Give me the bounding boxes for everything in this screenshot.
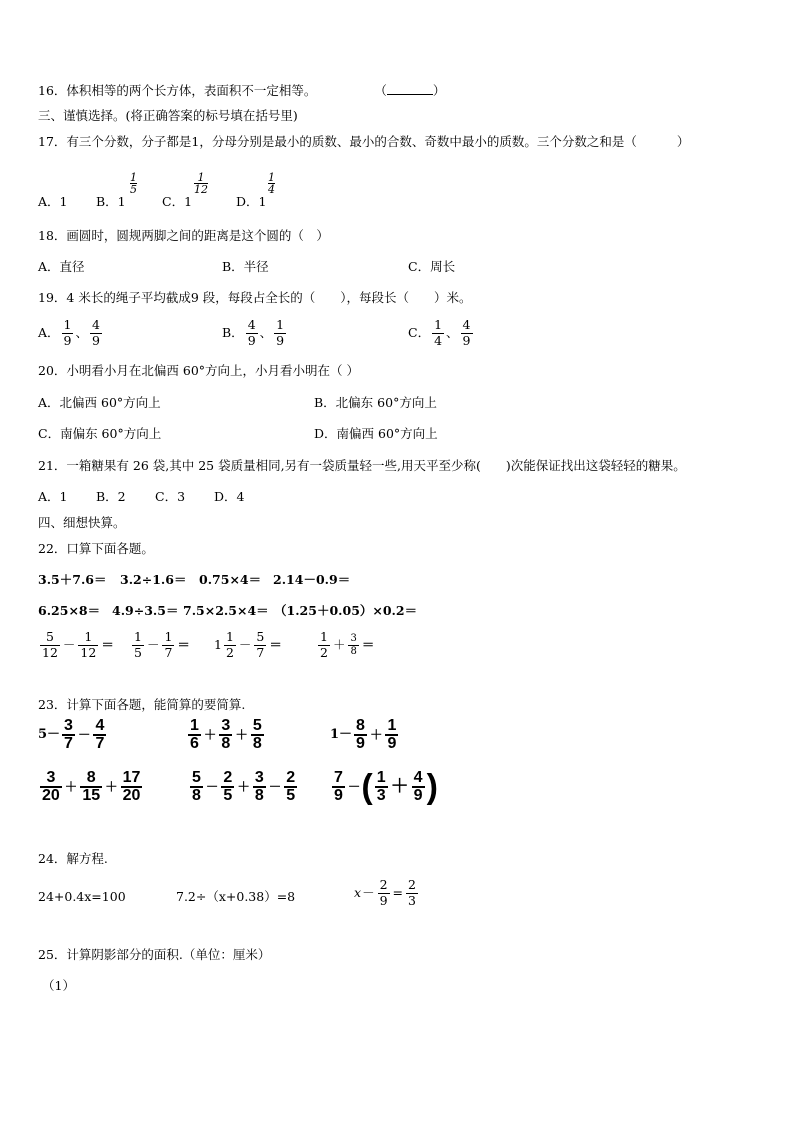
q18-option-b[interactable]: B．半径 — [222, 259, 269, 274]
fraction: $\frac{4}{9}$ — [247, 317, 256, 348]
q21-option-d[interactable]: D．4 — [214, 489, 245, 504]
q22-frac-expr-1: $\frac{5}{12}$ － $\frac{1}{12}$ ＝ — [42, 629, 114, 660]
q18-option-a[interactable]: A．直径 — [38, 259, 85, 274]
fraction: $\frac{1}{9}$ — [63, 317, 72, 348]
q22-frac-expr-4: $\frac{1}{2}$ ＋ $\frac{3}{8}$ ＝ — [320, 629, 375, 660]
q24: 24．解方程. — [38, 851, 108, 866]
q17-option-b-frac: 1 5 — [130, 171, 137, 196]
q20-option-d[interactable]: D．南偏西 60°方向上 — [314, 426, 438, 441]
fraction: $\frac{1}{9}$ — [276, 317, 285, 348]
q17-option-b[interactable]: B．1 1 5 — [96, 171, 137, 209]
q23-expr-4: $\frac{3}{20}$ ＋ $\frac{8}{15}$ ＋ $\frac{17}{20}$ — [42, 769, 141, 804]
q20-option-b[interactable]: B．北偏东 60°方向上 — [314, 395, 437, 410]
q21: 21．一箱糖果有 26 袋,其中 25 袋质量相同,另有一袋质量轻一些,用天平至少称( )次能保证找出这袋轻轻的糖果。 — [38, 458, 686, 473]
q22-frac-expr-3: 1 $\frac{1}{2}$ － $\frac{5}{7}$ ＝ — [214, 629, 282, 660]
q23-expr-1: 5－ $\frac{3}{7}$ － $\frac{4}{7}$ — [38, 717, 105, 752]
q19-option-c[interactable]: C． $\frac{1}{4}$ 、 $\frac{4}{9}$ — [408, 317, 471, 348]
q22-expr: 0.75×4＝ — [199, 572, 262, 587]
q19-option-b[interactable]: B． $\frac{4}{9}$ 、 $\frac{1}{9}$ — [222, 317, 285, 348]
q19-option-a[interactable]: A． $\frac{1}{9}$ 、 $\frac{4}{9}$ — [38, 317, 100, 348]
q16-blank-close: ） — [432, 83, 446, 98]
q16-text: 16．体积相等的两个长方体，表面积不一定相等。 — [38, 83, 317, 98]
q23-expr-3: 1－ $\frac{8}{9}$ ＋ $\frac{1}{9}$ — [330, 717, 397, 752]
q25-sub-1: （1） — [42, 978, 75, 993]
section-3-heading: 三、谨慎选择。(将正确答案的标号填在括号里) — [38, 108, 298, 123]
q17-option-d[interactable]: D．1 1 4 — [236, 171, 275, 209]
q21-option-b[interactable]: B．2 — [96, 489, 126, 504]
q17-text: 17．有三个分数，分子都是1，分母分别是最小的质数、最小的合数、奇数中最小的质数。三个分数之和是（ — [38, 134, 637, 149]
q22-frac-expr-2: $\frac{1}{5}$ － $\frac{1}{7}$ ＝ — [134, 629, 190, 660]
q20-option-c[interactable]: C．南偏东 60°方向上 — [38, 426, 162, 441]
q21-option-c[interactable]: C．3 — [155, 489, 186, 504]
q22-expr: 4.9÷3.5＝ — [112, 603, 179, 618]
q17-option-c-frac: 1 12 — [194, 171, 208, 196]
fraction: $\frac{4}{9}$ — [462, 317, 471, 348]
q22: 22．口算下面各题。 — [38, 541, 154, 556]
fraction: $\frac{4}{9}$ — [92, 317, 100, 348]
fraction: $\frac{1}{4}$ — [434, 317, 443, 348]
q22-expr: 3.2÷1.6＝ — [120, 572, 187, 587]
section-4-heading: 四、细想快算。 — [38, 515, 126, 530]
q23-expr-2: $\frac{1}{6}$ ＋ $\frac{3}{8}$ ＋ $\frac{5}{8}$ — [190, 717, 262, 752]
q16-answer-blank[interactable] — [387, 82, 433, 95]
q23-expr-5: $\frac{5}{8}$ － $\frac{2}{5}$ ＋ $\frac{3}{8}$ － $\frac{2}{5}$ — [192, 769, 296, 804]
q21-option-a[interactable]: A．1 — [38, 489, 68, 504]
q16 — [38, 82, 445, 99]
q20-option-a[interactable]: A．北偏西 60°方向上 — [38, 395, 161, 410]
q18-option-c[interactable]: C．周长 — [408, 259, 456, 274]
q17-option-a[interactable]: A．1 — [38, 194, 68, 209]
q17-option-d-frac: 1 4 — [268, 171, 275, 196]
q24-eq-3: x － $\frac{2}{9}$ = $\frac{2}{3}$ — [354, 877, 416, 908]
q22-expr: 2.14－0.9＝ — [273, 572, 351, 587]
q24-eq-1: 24+0.4x=100 — [38, 889, 126, 904]
q22-expr: 7.5×2.5×4＝ — [183, 603, 269, 618]
q23-expr-6: $\frac{7}{9}$ － ( $\frac{1}{3}$ ＋ $\frac{4}{9}$ ) — [334, 768, 438, 806]
q18: 18．画圆时，圆规两脚之间的距离是这个圆的（ ） — [38, 228, 329, 243]
q23: 23．计算下面各题，能简算的要简算. — [38, 697, 246, 712]
q19: 19．4 米长的绳子平均截成9 段，每段占全长的（ ），每段长（ ）米。 — [38, 290, 472, 305]
q17-option-c[interactable]: C．1 1 12 — [162, 171, 208, 209]
q22-expr: 3.5＋7.6＝ — [38, 572, 107, 587]
q17 — [38, 134, 689, 150]
q16-blank-open: （ — [374, 83, 387, 98]
q22-expr: 6.25×8＝ — [38, 603, 101, 618]
q20: 20．小明看小月在北偏西 60°方向上，小月看小明在（ ） — [38, 363, 360, 378]
q22-expr: （1.25＋0.05）×0.2＝ — [274, 603, 418, 618]
q17-close: ） — [676, 134, 690, 149]
q25: 25．计算阴影部分的面积.（单位：厘米） — [38, 947, 271, 962]
q24-eq-2: 7.2÷（x+0.38）=8 — [176, 889, 296, 904]
